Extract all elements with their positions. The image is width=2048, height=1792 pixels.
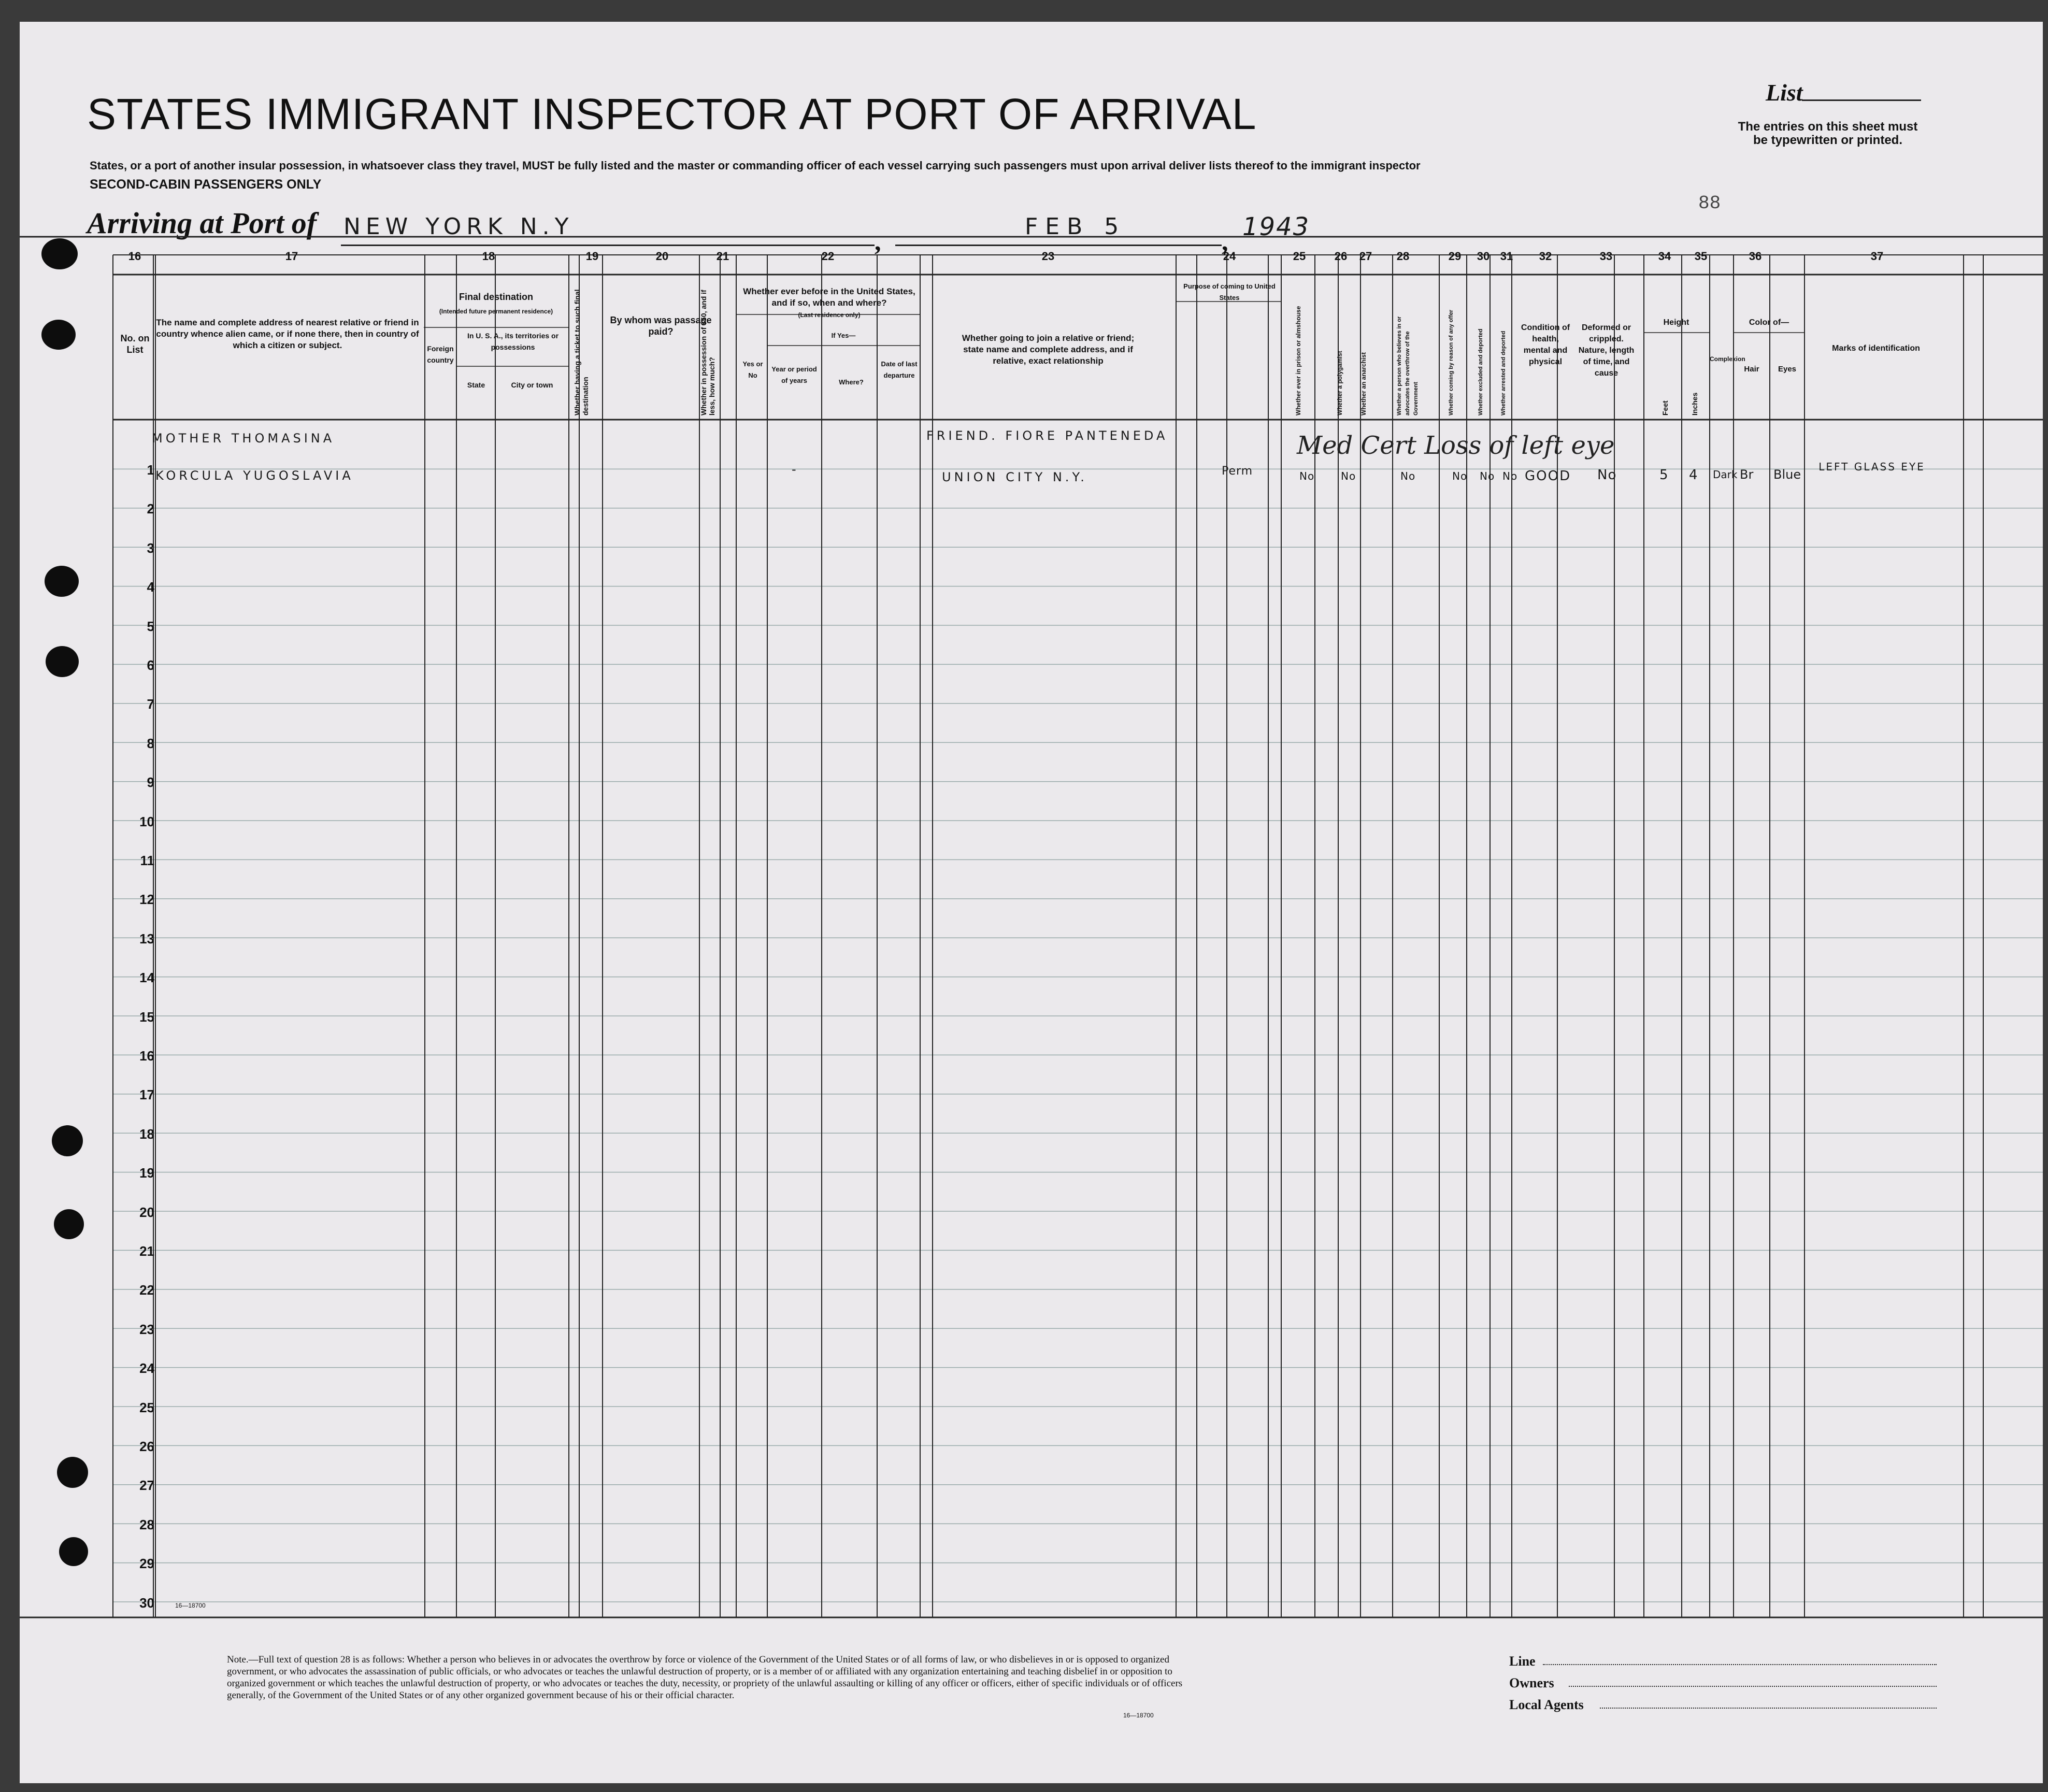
binder-hole <box>52 1125 83 1156</box>
entry-join-line1: FRIEND. FIORE PANTENEDA <box>926 428 1168 443</box>
colnum-36: 36 <box>1749 250 1762 263</box>
header-prison: Whether ever in prison or almshouse <box>1295 306 1302 415</box>
row-number: 6 <box>147 657 154 673</box>
header-complexion: Complexion <box>1710 355 1745 363</box>
entry-med-cert: Med Cert Loss of left eye <box>1297 431 1615 460</box>
header-health: Condition of health, mental and physical <box>1521 323 1570 366</box>
agents-field <box>1600 1708 1937 1709</box>
colnum-24: 24 <box>1223 250 1236 263</box>
colnum-31: 31 <box>1500 250 1513 263</box>
header-marks: Marks of identification <box>1832 344 1920 353</box>
row-number: 12 <box>139 892 154 908</box>
header-last-residence: (Last residence only) <box>798 311 861 319</box>
header-foreign-country: Foreign country <box>427 345 454 364</box>
header-feet: Feet <box>1661 400 1669 415</box>
header-date-departure: Date of last departure <box>881 360 918 379</box>
colnum-22: 22 <box>821 250 835 263</box>
colnum-30: 30 <box>1477 250 1490 263</box>
header-if-yes: If Yes— <box>831 332 856 339</box>
typewritten-note: The entries on this sheet must be typewritten or printed. <box>1738 120 1918 147</box>
entry-no-29: No <box>1452 470 1468 482</box>
colnum-37: 37 <box>1870 250 1884 263</box>
row-number: 1 <box>147 462 154 478</box>
entry-marks: LEFT GLASS EYE <box>1818 461 1925 473</box>
colnum-28: 28 <box>1396 250 1410 263</box>
entry-eyes: Blue <box>1773 467 1801 482</box>
row-number: 13 <box>139 930 154 947</box>
entry-no-25: No <box>1299 470 1315 482</box>
header-arrested: Whether arrested and deported <box>1500 331 1507 415</box>
row-number: 29 <box>139 1556 154 1572</box>
manifest-grid <box>20 22 2043 1783</box>
binder-hole <box>54 1209 84 1239</box>
row-number: 7 <box>147 696 154 712</box>
row-number: 3 <box>147 540 154 556</box>
header-no-on-list: No. on List <box>120 333 150 355</box>
header-height: Height <box>1663 318 1689 327</box>
row-number: 27 <box>139 1478 154 1494</box>
row-number: 17 <box>139 1087 154 1103</box>
row-number: 30 <box>139 1595 154 1611</box>
header-passage-paid: By whom was passage paid? <box>610 315 712 337</box>
row-number: 10 <box>139 813 154 829</box>
header-deformed: Deformed or crippled. Nature, length of time, and cause <box>1578 323 1635 378</box>
entry-inches: 4 <box>1689 467 1701 483</box>
header-join-relative: Whether going to join a relative or friend; state name and complete address, and if relative, exact relationship <box>962 333 1135 366</box>
row-number: 18 <box>139 1126 154 1142</box>
colnum-29: 29 <box>1448 250 1462 263</box>
second-cabin-label: SECOND-CABIN PASSENGERS ONLY <box>90 177 322 192</box>
header-excluded: Whether excluded and deported <box>1478 328 1484 415</box>
header-inches: Inches <box>1691 392 1699 415</box>
colnum-34: 34 <box>1658 250 1671 263</box>
binder-hole <box>45 566 79 597</box>
row-number: 8 <box>147 735 154 751</box>
entry-no-31: No <box>1502 470 1518 482</box>
row-number: 28 <box>139 1516 154 1532</box>
row-number: 16 <box>139 1048 154 1064</box>
agents-label: Local Agents <box>1509 1697 1584 1712</box>
footer-note: Note.—Full text of question 28 is as follows: Whether a person who believes in or advocates the overthrow by force or violence of the Government of the United States or of all forms of law, or who disbelieves in or is opposed to organized government, or who advocates the assassination of public officials, or who advocates or teaches the unlawful destruction of property, or is a member of or affiliated with any organization entertaining and teaching disbelief in or opposition to organized government or which teaches the unlawful destruction of property, or who advocates or teaches the duty, necessity, or propriety of the unlawful assaulting or killing of any officer or officers, either of specific individuals or of officers generally, of the Government of the United States or of any other organized government because of his or their official character. <box>227 1654 1183 1701</box>
row-number: 5 <box>147 618 154 634</box>
colnum-33: 33 <box>1599 250 1613 263</box>
header-eyes: Eyes <box>1778 365 1797 374</box>
header-overthrow: Whether a person who believes in or advocates the overthrow of the Government <box>1396 316 1419 415</box>
form-number-bottom: 16—18700 <box>1123 1712 1154 1719</box>
entry-no-30: No <box>1480 470 1495 482</box>
header-fifty-dollars: Whether in possession of $50, and if less, how much? <box>699 290 716 415</box>
row-number: 21 <box>139 1243 154 1259</box>
row-number: 2 <box>147 501 154 517</box>
entry-relative-line1: MOTHER THOMASINA <box>152 431 335 446</box>
header-ticket: Whether having a ticket to such final destination <box>573 289 590 415</box>
header-relative-address: The name and complete address of nearest relative or friend in country whence alien came, or if none there, then in country of which a citizen or subject. <box>156 318 419 350</box>
header-in-usa: In U. S. A., its territories or possessions <box>467 332 559 351</box>
colnum-32: 32 <box>1539 250 1552 263</box>
colnum-23: 23 <box>1041 250 1055 263</box>
entry-feet: 5 <box>1659 467 1671 483</box>
colnum-19: 19 <box>585 250 599 263</box>
colnum-20: 20 <box>655 250 669 263</box>
colnum-25: 25 <box>1293 250 1306 263</box>
entry-complexion: Dark <box>1713 468 1738 481</box>
owners-label: Owners <box>1509 1675 1554 1690</box>
header-year-period: Year or period of years <box>771 365 817 384</box>
manifest-sheet <box>20 22 2043 1783</box>
year-value: 1943 <box>1242 212 1310 241</box>
header-offer: Whether coming by reason of any offer <box>1448 309 1454 415</box>
date-value: FEB 5 <box>1025 213 1126 240</box>
header-anarchist: Whether an anarchist <box>1360 352 1367 415</box>
header-final-destination-sub: (Intended future permanent residence) <box>439 308 553 315</box>
colnum-18: 18 <box>482 250 495 263</box>
comma-2: , <box>1222 227 1228 256</box>
comma-1: , <box>875 227 881 256</box>
line-label: Line <box>1509 1654 1536 1669</box>
row-number: 14 <box>139 970 154 986</box>
colnum-16: 16 <box>128 250 141 263</box>
entry-relative-line2: KORCULA YUGOSLAVIA <box>155 468 354 483</box>
header-final-destination: Final destination <box>459 292 533 302</box>
row-number: 25 <box>139 1399 154 1415</box>
row-number: 20 <box>139 1204 154 1220</box>
binder-hole <box>41 320 76 350</box>
header-hair: Hair <box>1744 365 1759 374</box>
line-field <box>1543 1664 1937 1665</box>
colnum-21: 21 <box>716 250 729 263</box>
form-number-top: 16—18700 <box>175 1602 206 1609</box>
entry-no-26: No <box>1341 470 1356 482</box>
header-polygamist: Whether a polygamist <box>1336 351 1343 415</box>
row-number: 22 <box>139 1282 154 1298</box>
colnum-27: 27 <box>1359 250 1372 263</box>
entry-no-28: No <box>1400 470 1416 482</box>
list-label: List <box>1766 79 1803 106</box>
stamp-number: 88 <box>1698 193 1721 214</box>
header-purpose: Purpose of coming to United States <box>1183 282 1276 302</box>
owners-field <box>1569 1686 1937 1687</box>
header-color: Color of— <box>1749 318 1789 327</box>
entry-purpose: Perm <box>1222 465 1253 478</box>
arriving-label: Arriving at Port of <box>87 206 317 240</box>
header-yes-no: Yes or No <box>742 360 763 379</box>
page-title: STATES IMMIGRANT INSPECTOR AT PORT OF ARRIVAL <box>87 90 1257 138</box>
binder-hole <box>57 1457 88 1488</box>
entry-deformed: No <box>1597 467 1617 483</box>
row-number: 9 <box>147 775 154 791</box>
entry-health: GOOD <box>1525 468 1571 484</box>
row-number: 24 <box>139 1360 154 1377</box>
header-city: City or town <box>511 381 553 389</box>
entry-hair: Br <box>1740 467 1754 482</box>
header-state: State <box>467 381 485 389</box>
port-value: NEW YORK N.Y <box>343 213 574 240</box>
row-number: 19 <box>139 1165 154 1181</box>
colnum-17: 17 <box>285 250 298 263</box>
row-number: 23 <box>139 1321 154 1337</box>
entry-dash: - <box>792 462 799 477</box>
header-where: Where? <box>839 378 864 386</box>
binder-hole <box>41 238 78 269</box>
instructions-line: States, or a port of another insular possession, in whatsoever class they travel, MUST be fully listed and the master or commanding officer of each vessel carrying such passengers must upon arrival deliver lists thereof to the immigrant inspector <box>90 159 1421 172</box>
entry-join-line2: UNION CITY N.Y. <box>942 470 1087 484</box>
header-ever-before: Whether ever before in the United States, and if so, when and where? <box>743 286 915 308</box>
binder-hole <box>46 646 79 677</box>
row-number: 4 <box>147 579 154 595</box>
colnum-35: 35 <box>1694 250 1708 263</box>
row-number: 15 <box>139 1009 154 1025</box>
row-number: 11 <box>140 853 154 868</box>
colnum-26: 26 <box>1334 250 1348 263</box>
row-number: 26 <box>139 1439 154 1454</box>
binder-hole <box>59 1537 88 1566</box>
